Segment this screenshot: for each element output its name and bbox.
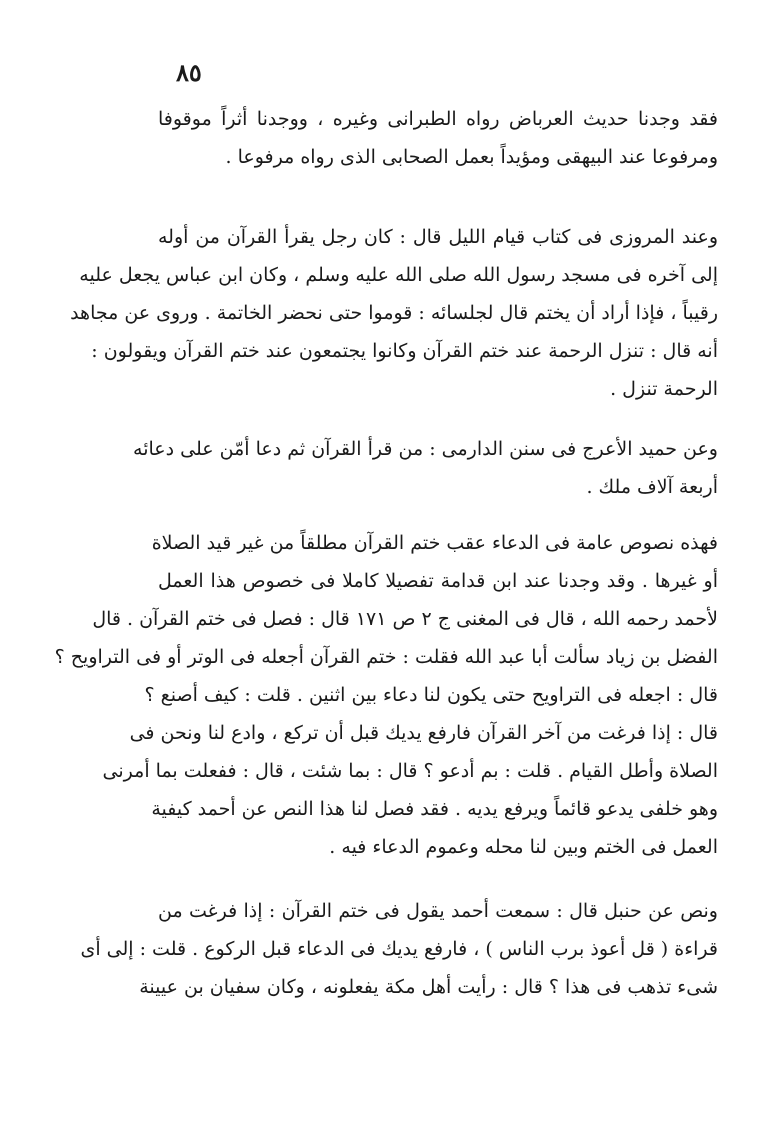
- paragraph-3: [133, 430, 718, 506]
- page-number: ٨٥: [176, 58, 202, 87]
- paragraph-4: [54, 524, 718, 866]
- paragraph-1: [158, 100, 718, 176]
- text-line: أو غيرها . وقد وجدنا عند ابن قدامة تفصيلا كاملا فى خصوص هذا العمل: [158, 570, 718, 592]
- text-line: أربعة آلاف ملك .: [586, 476, 718, 498]
- text-line: رقيباً ، فإذا أراد أن يختم قال لجلسائه : قوموا حتى نحضر الخاتمة . وروى عن مجاهد: [70, 302, 718, 324]
- text-line: وهو خلفى يدعو قائماً ويرفع يديه . فقد فصل لنا هذا النص عن أحمد كيفية: [151, 798, 718, 820]
- text-line: لأحمد رحمه الله ، قال فى المغنى ج ٢ ص ١٧١ قال : فصل فى ختم القرآن . قال: [92, 608, 718, 630]
- text-line: شىء تذهب فى هذا ؟ قال : رأيت أهل مكة يفعلونه ، وكان سفيان بن عيينة: [139, 976, 718, 998]
- text-line: فقد وجدنا حديث العرباض رواه الطبرانى وغيره ، ووجدنا أثراً موقوفا: [158, 108, 718, 130]
- paragraph-5: [80, 892, 718, 1006]
- text-line: قال : اجعله فى التراويح حتى يكون لنا دعاء بين اثنين . قلت : كيف أصنع ؟: [144, 684, 718, 706]
- text-line: قال : إذا فرغت من آخر القرآن فارفع يديك قبل أن تركع ، وادع لنا ونحن فى: [129, 722, 718, 744]
- paragraph-2: [70, 218, 718, 408]
- text-line: إلى آخره فى مسجد رسول الله صلى الله عليه وسلم ، وكان ابن عباس يجعل عليه: [79, 264, 718, 286]
- text-line: وعند المروزى فى كتاب قيام الليل قال : كان رجل يقرأ القرآن من أوله: [158, 226, 718, 248]
- text-line: ونص عن حنبل قال : سمعت أحمد يقول فى ختم القرآن : إذا فرغت من: [158, 900, 718, 922]
- text-line: قراءة ( قل أعوذ برب الناس ) ، فارفع يديك فى الدعاء قبل الركوع . قلت : إلى أى: [80, 938, 718, 960]
- text-line: فهذه نصوص عامة فى الدعاء عقب ختم القرآن مطلقاً من غير قيد الصلاة: [151, 532, 718, 554]
- text-line: الفضل بن زياد سألت أبا عبد الله فقلت : ختم القرآن أجعله فى الوتر أو فى التراويح ؟: [54, 646, 718, 668]
- text-line: وعن حميد الأعرج فى سنن الدارمى : من قرأ القرآن ثم دعا أمّن على دعائه: [133, 438, 718, 460]
- text-line: العمل فى الختم وبين لنا محله وعموم الدعاء فيه .: [329, 836, 718, 858]
- text-line: الصلاة وأطل القيام . قلت : بم أدعو ؟ قال : بما شئت ، قال : ففعلت بما أمرنى: [102, 760, 718, 782]
- text-line: أنه قال : تنزل الرحمة عند ختم القرآن وكانوا يجتمعون عند ختم القرآن ويقولون :: [91, 340, 718, 362]
- text-line: الرحمة تنزل .: [610, 378, 718, 400]
- text-line: ومرفوعا عند البيهقى ومؤيداً بعمل الصحابى الذى رواه مرفوعا .: [225, 146, 718, 168]
